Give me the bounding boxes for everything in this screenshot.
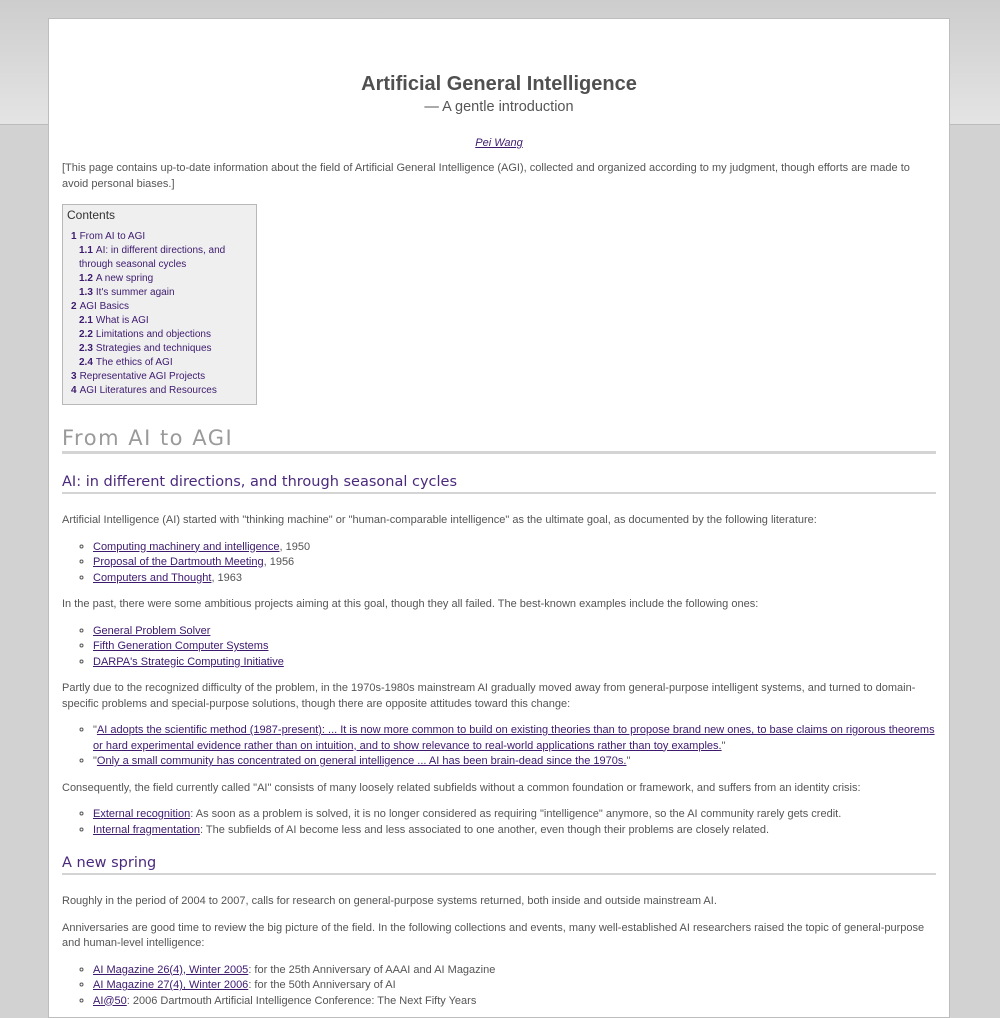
quote-link[interactable]: Only a small community has concentrated on general intelligence ... AI has been brain-dead since the 1970s.	[96, 755, 627, 767]
event-link[interactable]: AI Magazine 27(4), Winter 2006	[93, 979, 249, 991]
literature-list	[62, 540, 936, 587]
toc-label: AGI Basics	[79, 301, 130, 312]
list-item	[93, 655, 936, 671]
crisis-list	[62, 807, 936, 838]
list-item	[93, 639, 936, 655]
subsection-heading-new-spring: A new spring	[62, 855, 936, 875]
paragraph-mainstream-shift: Partly due to the recognized difficulty of the problem, in the 1970s-1980s mainstream AI gradually moved away from general-purpose intelligent systems, and turned to domain-specific problems and special-purpose solutions, though there are opposite attitudes toward this change:	[62, 682, 916, 710]
quotes-list	[62, 723, 936, 770]
crisis-link[interactable]: External recognition	[93, 808, 191, 820]
intro-note: [This page contains up-to-date information about the field of Artificial General Intelligence (AGI), collected and organized according to my judgment, though efforts are made to avoid personal biases.]	[62, 162, 910, 190]
toc-label: AGI Literatures and Resources	[79, 385, 217, 396]
list-item: ◦ Computers and Thought, 1963	[93, 571, 936, 587]
toc-item-2[interactable]	[67, 300, 252, 314]
toc-number: 2	[71, 301, 77, 312]
list-item: ◦ "AI adopts the scientific method (1987-present): ... It is now more common to build on existing theories than to propose brand new ones, to base claims on rigorous theorems or hard experimental evidence rather than on intuition, and to show relevance to real-world applications rather than toy examples."	[93, 723, 936, 754]
quote-link[interactable]: AI adopts the scientific method (1987-present): ... It is now more common to build on existing theories than to propose brand new ones, to base claims on rigorous theorems or hard experimental evidence rather than on intuition, and to show relevance to real-world applications rather than toy examples.	[93, 724, 935, 752]
toc-number: 2.2	[79, 329, 93, 340]
toc-label: Limitations and objections	[95, 329, 211, 340]
toc-label: AI: in different directions, and through seasonal cycles	[79, 245, 226, 270]
paragraph-past-projects: In the past, there were some ambitious projects aiming at this goal, though they all failed. The best-known examples include the following ones:	[62, 598, 759, 610]
list-item: ◦ AI@50: 2006 Dartmouth Artificial Intelligence Conference: The Next Fifty Years	[93, 994, 936, 1010]
project-link[interactable]: DARPA's Strategic Computing Initiative	[93, 655, 284, 668]
toc-number: 2.4	[79, 357, 93, 368]
projects-list	[62, 624, 936, 671]
page-content	[48, 18, 950, 1018]
toc-label: A new spring	[95, 273, 154, 284]
author-link[interactable]: Pei Wang	[475, 137, 523, 149]
toc-item-2-2[interactable]	[67, 328, 252, 342]
page-title: Artificial General Intelligence	[361, 73, 637, 95]
toc-title: Contents	[67, 208, 116, 222]
section-heading-from-ai-to-agi: From AI to AGI	[62, 426, 936, 454]
literature-link[interactable]: Computing machinery and intelligence	[93, 540, 280, 553]
table-of-contents	[62, 204, 257, 405]
event-link[interactable]: AI Magazine 26(4), Winter 2005	[93, 963, 249, 976]
toc-number: 4	[71, 385, 77, 396]
toc-item-1[interactable]	[67, 230, 252, 244]
toc-item-2-4[interactable]	[67, 356, 252, 370]
list-item: ◦ Proposal of the Dartmouth Meeting, 1956	[93, 555, 936, 571]
events-list	[62, 963, 936, 1010]
list-item: ◦ AI Magazine 27(4), Winter 2006: for the 50th Anniversary of AI	[93, 978, 936, 994]
literature-link[interactable]: Proposal of the Dartmouth Meeting	[93, 556, 264, 568]
toc-label: From AI to AGI	[79, 231, 146, 242]
toc-number: 1.2	[79, 273, 93, 284]
toc-number: 1	[71, 231, 77, 242]
paragraph-anniversaries: Anniversaries are good time to review the big picture of the field. In the following collections and events, many well-established AI researchers raised the topic of general-purpose and human-level intelligence:	[62, 921, 925, 949]
toc-label: It's summer again	[95, 287, 175, 298]
toc-item-3[interactable]	[67, 370, 252, 384]
toc-number: 1.3	[79, 287, 93, 298]
subsection-heading-directions: AI: in different directions, and through seasonal cycles	[62, 474, 936, 494]
toc-number: 3	[71, 371, 77, 382]
list-item: ◦ Internal fragmentation: The subfields of AI become less and less associated to one another, even though their problems are closely related.	[93, 823, 936, 839]
toc-label: Strategies and techniques	[95, 343, 212, 354]
toc-number: 2.3	[79, 343, 93, 354]
list-item: ◦ External recognition: As soon as a problem is solved, it is no longer considered as requiring "intelligence" anymore, so the AI community rarely gets credit.	[93, 807, 936, 823]
toc-label: What is AGI	[95, 315, 149, 326]
author-block	[62, 137, 936, 149]
toc-item-2-3[interactable]	[67, 342, 252, 356]
toc-label: Representative AGI Projects	[79, 371, 206, 382]
project-link[interactable]: Fifth Generation Computer Systems	[93, 640, 269, 652]
page-subtitle: — A gentle introduction	[424, 99, 574, 115]
list-item	[93, 624, 936, 640]
literature-link[interactable]: Computers and Thought	[93, 571, 212, 584]
paragraph-identity-crisis: Consequently, the field currently called "AI" consists of many loosely related subfields without a common foundation or framework, and suffers from an identity crisis:	[62, 781, 861, 794]
list-item: ◦ AI Magazine 26(4), Winter 2005: for the 25th Anniversary of AAAI and AI Magazine	[93, 963, 936, 979]
toc-item-1-1[interactable]	[67, 244, 252, 272]
paragraph-new-spring: Roughly in the period of 2004 to 2007, calls for research on general-purpose systems returned, both inside and outside mainstream AI.	[62, 895, 717, 907]
title-block	[62, 71, 936, 117]
paragraph-ai-origin: Artificial Intelligence (AI) started with "thinking machine" or "human-comparable intelligence" as the ultimate goal, as documented by the following literature:	[62, 514, 817, 526]
list-item: ◦ Computing machinery and intelligence, 1950	[93, 540, 936, 556]
project-link[interactable]: General Problem Solver	[93, 624, 211, 637]
event-link[interactable]: AI@50	[93, 994, 127, 1007]
toc-item-4[interactable]	[67, 384, 252, 398]
toc-item-1-3[interactable]	[67, 286, 252, 300]
toc-item-1-2[interactable]	[67, 272, 252, 286]
crisis-link[interactable]: Internal fragmentation	[93, 823, 201, 836]
toc-number: 1.1	[79, 245, 93, 256]
toc-item-2-1[interactable]	[67, 314, 252, 328]
list-item: ◦ "Only a small community has concentrated on general intelligence ... AI has been brain-dead since the 1970s."	[93, 754, 936, 770]
toc-number: 2.1	[79, 315, 93, 326]
toc-label: The ethics of AGI	[95, 357, 173, 368]
